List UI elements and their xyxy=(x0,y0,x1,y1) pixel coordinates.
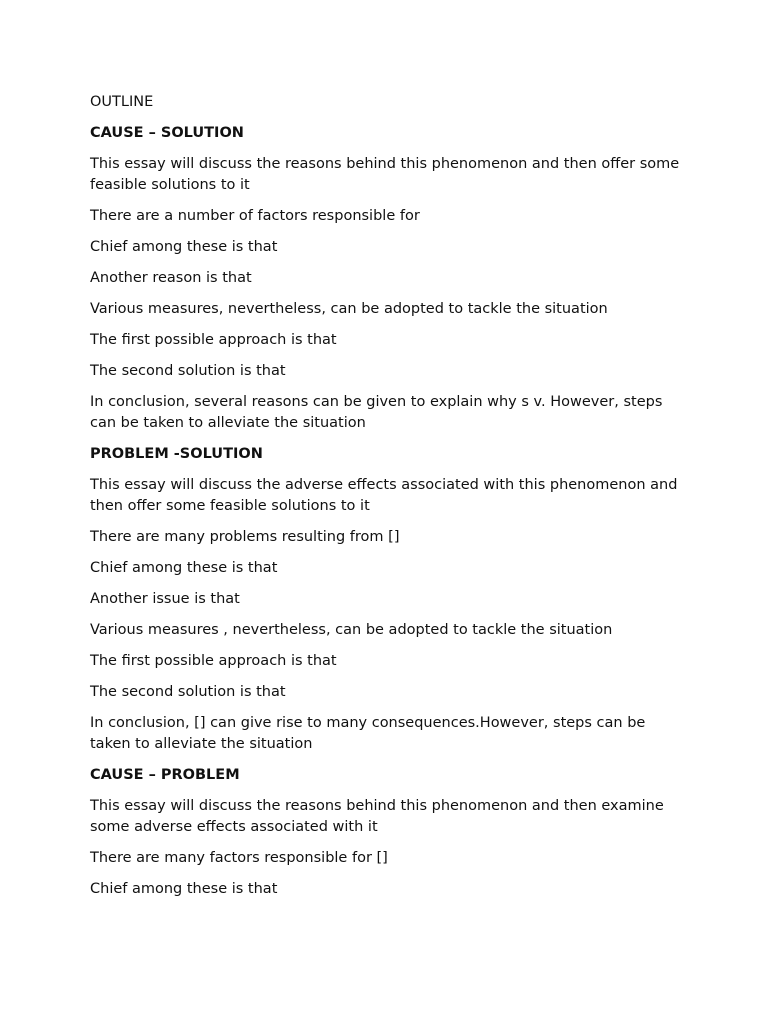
outline-line: There are a number of factors responsible for xyxy=(90,208,420,224)
outline-line: This essay will discuss the reasons behind this phenomenon and then examine some adverse effects associated with it xyxy=(90,798,664,835)
outline-line: Another reason is that xyxy=(90,270,252,286)
outline-line: Various measures, nevertheless, can be adopted to tackle the situation xyxy=(90,301,608,317)
outline-line: Chief among these is that xyxy=(90,239,278,255)
outline-line: There are many problems resulting from [] xyxy=(90,529,400,545)
outline-line: Various measures , nevertheless, can be adopted to tackle the situation xyxy=(90,622,613,638)
section-heading: PROBLEM -SOLUTION xyxy=(90,446,263,462)
document-body xyxy=(90,92,680,910)
outline-line: Chief among these is that xyxy=(90,560,278,576)
outline-line: This essay will discuss the adverse effects associated with this phenomenon and then offer some feasible solutions to it xyxy=(90,477,678,514)
outline-line: Another issue is that xyxy=(90,591,240,607)
outline-line: The second solution is that xyxy=(90,684,286,700)
outline-line: The first possible approach is that xyxy=(90,332,337,348)
outline-line: In conclusion, several reasons can be given to explain why s v. However, steps can be taken to alleviate the situation xyxy=(90,394,663,431)
document-title: OUTLINE xyxy=(90,94,154,110)
outline-line: The second solution is that xyxy=(90,363,286,379)
outline-line: The first possible approach is that xyxy=(90,653,337,669)
outline-line: There are many factors responsible for [] xyxy=(90,850,388,866)
outline-line: This essay will discuss the reasons behind this phenomenon and then offer some feasible solutions to it xyxy=(90,156,680,193)
section-heading: CAUSE – PROBLEM xyxy=(90,767,240,783)
outline-line: In conclusion, [] can give rise to many consequences.However, steps can be taken to alleviate the situation xyxy=(90,715,646,752)
outline-line: Chief among these is that xyxy=(90,881,278,897)
section-heading: CAUSE – SOLUTION xyxy=(90,125,244,141)
